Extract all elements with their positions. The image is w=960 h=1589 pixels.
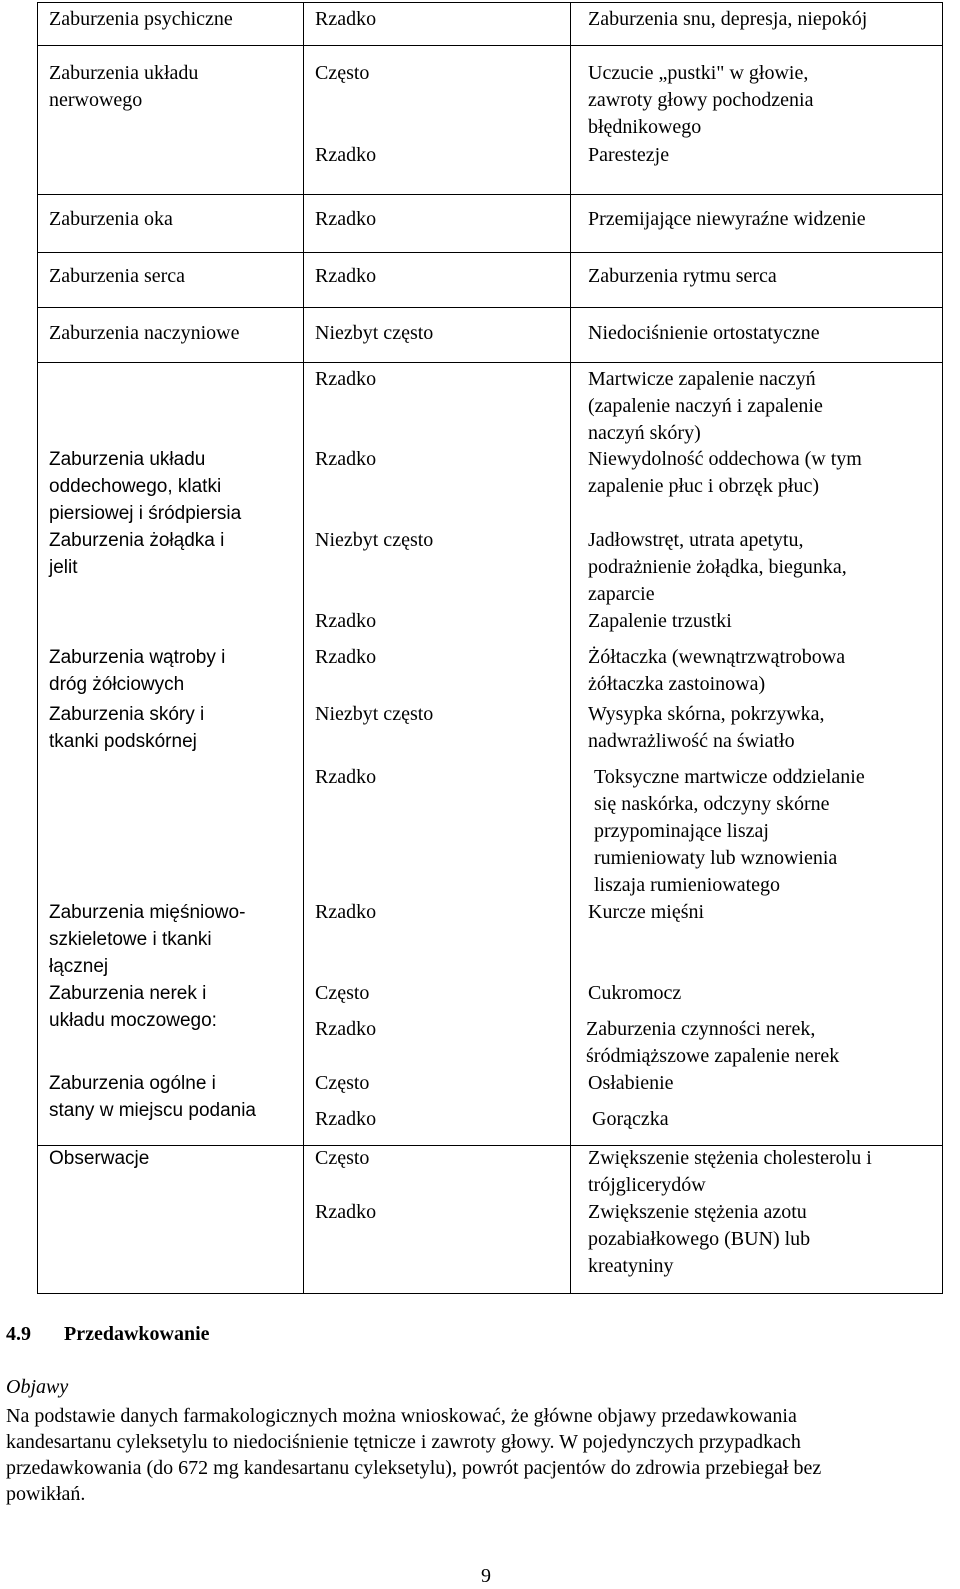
table-cell-frequency: Niezbyt często — [315, 529, 434, 551]
table-cell-effect: się naskórka, odczyny skórne — [594, 793, 830, 815]
table-cell-effect: Niedociśnienie ortostatyczne — [588, 322, 820, 344]
table-cell-effect: śródmiąższowe zapalenie nerek — [586, 1045, 840, 1067]
table-cell-effect: Osłabienie — [588, 1072, 674, 1094]
table-cell-frequency: Często — [315, 62, 370, 84]
table-cell-frequency: Rzadko — [315, 368, 377, 390]
table-cell-organ: Zaburzenia żołądka i — [49, 530, 225, 551]
table-cell-organ: szkieletowe i tkanki — [49, 929, 212, 950]
table-cell-organ: Zaburzenia wątroby i — [49, 647, 226, 668]
table-cell-organ: Zaburzenia ogólne i — [49, 1073, 216, 1094]
table-cell-effect: Cukromocz — [588, 982, 682, 1004]
table-cell-frequency: Rzadko — [315, 265, 377, 287]
table-cell-organ: Zaburzenia nerek i — [49, 983, 207, 1004]
row-divider — [37, 45, 943, 46]
table-cell-effect: naczyń skóry) — [588, 422, 701, 444]
table-cell-effect: błędnikowego — [588, 116, 702, 138]
paragraph-line: przedawkowania (do 672 mg kandesartanu cyleksetylu), powrót pacjentów do zdrowia przebiegał bez — [6, 1457, 822, 1479]
table-cell-organ: piersiowej i śródpiersia — [49, 503, 242, 524]
row-divider — [37, 362, 943, 363]
table-cell-effect: rumieniowaty lub wznowienia — [594, 847, 838, 869]
table-cell-organ: łącznej — [49, 956, 109, 977]
table-cell-effect: Niewydolność oddechowa (w tym — [588, 448, 862, 470]
table-cell-effect: żółtaczka zastoinowa) — [588, 673, 766, 695]
table-cell-frequency: Rzadko — [315, 1018, 377, 1040]
table-cell-effect: (zapalenie naczyń i zapalenie — [588, 395, 823, 417]
paragraph-line: powikłań. — [6, 1483, 86, 1505]
table-cell-frequency: Często — [315, 982, 370, 1004]
table-cell-effect: przypominające liszaj — [594, 820, 769, 842]
table-cell-effect: pozabiałkowego (BUN) lub — [588, 1228, 811, 1250]
table-cell-effect: nadwrażliwość na światło — [588, 730, 795, 752]
table-cell-organ: dróg żółciowych — [49, 674, 185, 695]
table-cell-organ: stany w miejscu podania — [49, 1100, 256, 1121]
table-cell-effect: Gorączka — [592, 1108, 669, 1130]
table-cell-organ: oddechowego, klatki — [49, 476, 222, 497]
paragraph-line: Na podstawie danych farmakologicznych można wnioskować, że główne objawy przedawkowania — [6, 1405, 797, 1427]
table-cell-effect: Martwicze zapalenie naczyń — [588, 368, 816, 390]
table-cell-frequency: Często — [315, 1147, 370, 1169]
table-cell-effect: zaparcie — [588, 583, 655, 605]
table-cell-organ: Zaburzenia naczyniowe — [49, 322, 240, 344]
table-cell-organ: Obserwacje — [49, 1148, 150, 1169]
table-cell-frequency: Rzadko — [315, 1201, 377, 1223]
table-cell-effect: podrażnienie żołądka, biegunka, — [588, 556, 847, 578]
table-cell-effect: trójglicerydów — [588, 1174, 706, 1196]
table-cell-organ: Zaburzenia serca — [49, 265, 186, 287]
table-cell-frequency: Rzadko — [315, 901, 377, 923]
table-cell-organ: Zaburzenia skóry i — [49, 704, 205, 725]
table-cell-effect: Zwiększenie stężenia cholesterolu i — [588, 1147, 872, 1169]
table-cell-frequency: Rzadko — [315, 1108, 377, 1130]
section-number: 4.9 — [6, 1323, 31, 1345]
table-cell-frequency: Rzadko — [315, 144, 377, 166]
table-cell-frequency: Niezbyt często — [315, 322, 434, 344]
table-cell-organ: nerwowego — [49, 89, 143, 111]
table-cell-effect: Jadłowstręt, utrata apetytu, — [588, 529, 804, 551]
column-divider — [570, 2, 571, 1294]
table-cell-effect: Wysypka skórna, pokrzywka, — [588, 703, 825, 725]
table-cell-frequency: Rzadko — [315, 448, 377, 470]
table-cell-frequency: Rzadko — [315, 646, 377, 668]
table-cell-organ: jelit — [49, 557, 78, 578]
subheading: Objawy — [6, 1376, 69, 1398]
section-title: Przedawkowanie — [64, 1323, 210, 1345]
table-cell-effect: Żółtaczka (wewnątrzwątrobowa — [588, 646, 846, 668]
table-cell-organ: Zaburzenia układu — [49, 62, 199, 84]
table-cell-organ: Zaburzenia mięśniowo- — [49, 902, 246, 923]
page-number: 9 — [481, 1565, 491, 1587]
row-divider — [37, 252, 943, 253]
table-cell-effect: zapalenie płuc i obrzęk płuc) — [588, 475, 819, 497]
table-cell-effect: Toksyczne martwicze oddzielanie — [594, 766, 865, 788]
table-cell-effect: Uczucie „pustki" w głowie, — [588, 62, 809, 84]
table-cell-effect: Parestezje — [588, 144, 670, 166]
table-cell-organ: układu moczowego: — [49, 1010, 217, 1031]
table-cell-frequency: Niezbyt często — [315, 703, 434, 725]
table-cell-frequency: Rzadko — [315, 610, 377, 632]
table-cell-effect: Zwiększenie stężenia azotu — [588, 1201, 807, 1223]
table-cell-effect: Przemijające niewyraźne widzenie — [588, 208, 866, 230]
table-cell-effect: Zapalenie trzustki — [588, 610, 732, 632]
table-cell-effect: Zaburzenia snu, depresja, niepokój — [588, 8, 868, 30]
table-cell-organ: Zaburzenia psychiczne — [49, 8, 233, 30]
table-cell-effect: Zaburzenia rytmu serca — [588, 265, 777, 287]
table-cell-organ: Zaburzenia układu — [49, 449, 206, 470]
table-cell-organ: tkanki podskórnej — [49, 731, 197, 752]
table-cell-effect: Kurcze mięśni — [588, 901, 705, 923]
table-cell-frequency: Rzadko — [315, 766, 377, 788]
paragraph-line: kandesartanu cyleksetylu to niedociśnienie tętnicze i zawroty głowy. W pojedynczych przypadkach — [6, 1431, 801, 1453]
table-cell-organ: Zaburzenia oka — [49, 208, 173, 230]
row-divider — [37, 194, 943, 195]
table-cell-effect: zawroty głowy pochodzenia — [588, 89, 814, 111]
table-cell-frequency: Rzadko — [315, 208, 377, 230]
table-cell-effect: liszaja rumieniowatego — [594, 874, 781, 896]
table-cell-frequency: Często — [315, 1072, 370, 1094]
table-cell-effect: Zaburzenia czynności nerek, — [586, 1018, 816, 1040]
table-cell-effect: kreatyniny — [588, 1255, 674, 1277]
table-cell-frequency: Rzadko — [315, 8, 377, 30]
column-divider — [303, 2, 304, 1294]
row-divider — [37, 307, 943, 308]
